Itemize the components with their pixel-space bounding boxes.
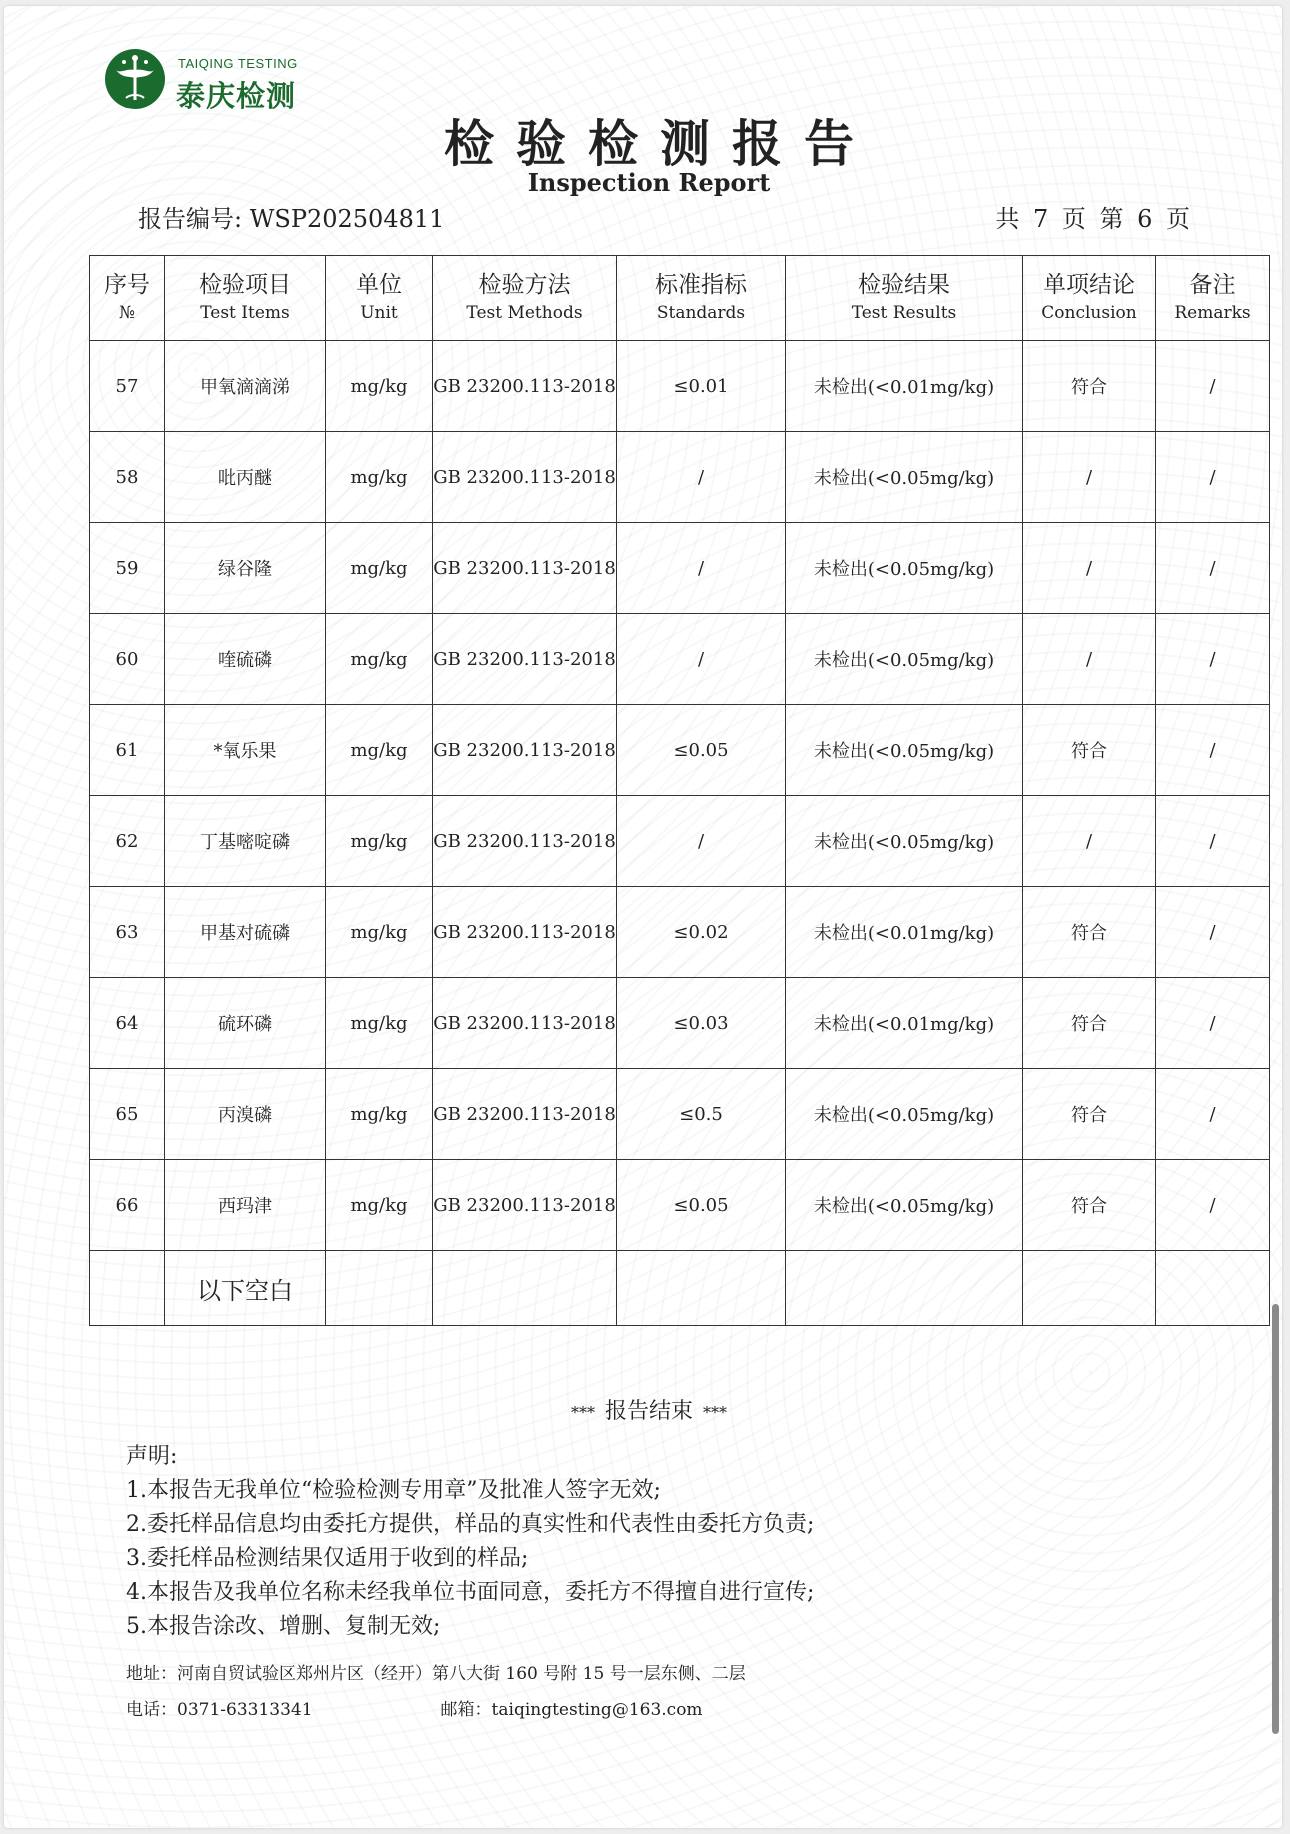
cell-conclusion: 符合 [1023, 978, 1156, 1069]
phone-text: 电话：0371-63313341 [126, 1700, 313, 1720]
table-row [90, 887, 1270, 978]
cell-standard: ≤0.05 [617, 1160, 786, 1251]
end-mark-text: 报告结束 [604, 1399, 693, 1424]
report-title-cn: 检验检测报告 [444, 114, 876, 173]
brand-name-cn: 泰庆检测 [176, 79, 297, 113]
cell-no: 63 [90, 887, 165, 978]
cell-conclusion: / [1023, 796, 1156, 887]
table-header-row [90, 256, 1270, 341]
table-row [90, 1069, 1270, 1160]
blank-row [90, 1251, 1270, 1326]
cell-unit: mg/kg [326, 978, 433, 1069]
blank-cell [617, 1251, 786, 1326]
cell-result: 未检出(<0.05mg/kg) [786, 796, 1023, 887]
cell-method: GB 23200.113-2018 [433, 1069, 617, 1160]
col-header-remarks: 备注 Remarks [1156, 256, 1270, 341]
table-row [90, 796, 1270, 887]
cell-method: GB 23200.113-2018 [433, 796, 617, 887]
statement-item: 1.本报告无我单位“检验检测专用章”及批准人签字无效; [126, 1478, 661, 1503]
cell-method: GB 23200.113-2018 [433, 1160, 617, 1251]
blank-cell [433, 1251, 617, 1326]
cell-item: *氧乐果 [165, 705, 326, 796]
statement-item: 5.本报告涂改、增删、复制无效; [126, 1614, 441, 1639]
table-row [90, 341, 1270, 432]
cell-remarks: / [1156, 341, 1270, 432]
cell-standard: ≤0.05 [617, 705, 786, 796]
col-header-item: 检验项目 Test Items [165, 256, 326, 341]
cell-result: 未检出(<0.01mg/kg) [786, 887, 1023, 978]
cell-unit: mg/kg [326, 796, 433, 887]
report-title-en: Inspection Report [527, 168, 771, 197]
cell-method: GB 23200.113-2018 [433, 705, 617, 796]
cell-item: 甲基对硫磷 [165, 887, 326, 978]
cell-conclusion: 符合 [1023, 1069, 1156, 1160]
cell-result: 未检出(<0.05mg/kg) [786, 432, 1023, 523]
cell-remarks: / [1156, 1160, 1270, 1251]
cell-no: 59 [90, 523, 165, 614]
end-stars-right: *** [703, 1403, 727, 1422]
cell-result: 未检出(<0.05mg/kg) [786, 1160, 1023, 1251]
cell-no: 64 [90, 978, 165, 1069]
cell-unit: mg/kg [326, 1069, 433, 1160]
brand-name-en: TAIQING TESTING [178, 56, 298, 71]
cell-no: 66 [90, 1160, 165, 1251]
cell-method: GB 23200.113-2018 [433, 432, 617, 523]
col-header-standard: 标准指标 Standards [617, 256, 786, 341]
results-table [89, 255, 1270, 1326]
col-header-no: 序号 № [90, 256, 165, 341]
table-row [90, 432, 1270, 523]
end-stars-left: *** [570, 1403, 595, 1422]
col-header-method: 检验方法 Test Methods [433, 256, 617, 341]
cell-conclusion: 符合 [1023, 705, 1156, 796]
cell-result: 未检出(<0.05mg/kg) [786, 705, 1023, 796]
cell-standard: / [617, 432, 786, 523]
email-text: 邮箱：taiqingtesting@163.com [440, 1700, 703, 1720]
table-row [90, 523, 1270, 614]
cell-item: 甲氧滴滴涕 [165, 341, 326, 432]
cell-item: 西玛津 [165, 1160, 326, 1251]
cell-result: 未检出(<0.05mg/kg) [786, 1069, 1023, 1160]
cell-remarks: / [1156, 523, 1270, 614]
cell-remarks: / [1156, 796, 1270, 887]
cell-method: GB 23200.113-2018 [433, 978, 617, 1069]
cell-standard: ≤0.03 [617, 978, 786, 1069]
cell-standard: ≤0.02 [617, 887, 786, 978]
cell-result: 未检出(<0.01mg/kg) [786, 341, 1023, 432]
cell-method: GB 23200.113-2018 [433, 614, 617, 705]
cell-unit: mg/kg [326, 341, 433, 432]
cell-conclusion: 符合 [1023, 341, 1156, 432]
cell-remarks: / [1156, 887, 1270, 978]
cell-no: 60 [90, 614, 165, 705]
statement-item: 2.委托样品信息均由委托方提供，样品的真实性和代表性由委托方负责; [126, 1512, 815, 1537]
cell-standard: / [617, 523, 786, 614]
cell-result: 未检出(<0.05mg/kg) [786, 523, 1023, 614]
cell-item: 硫环磷 [165, 978, 326, 1069]
cell-item: 丁基嘧啶磷 [165, 796, 326, 887]
cell-no: 58 [90, 432, 165, 523]
report-page [4, 6, 1282, 1828]
cell-no: 62 [90, 796, 165, 887]
col-header-result: 检验结果 Test Results [786, 256, 1023, 341]
cell-method: GB 23200.113-2018 [433, 887, 617, 978]
cell-result: 未检出(<0.05mg/kg) [786, 614, 1023, 705]
cell-standard: / [617, 614, 786, 705]
cell-unit: mg/kg [326, 1160, 433, 1251]
cell-item: 吡丙醚 [165, 432, 326, 523]
cell-conclusion: / [1023, 432, 1156, 523]
blank-cell [326, 1251, 433, 1326]
statement-item: 4.本报告及我单位名称未经我单位书面同意，委托方不得擅自进行宣传; [126, 1580, 815, 1605]
cell-unit: mg/kg [326, 705, 433, 796]
blank-row-text: 以下空白 [197, 1276, 293, 1305]
table-row [90, 1160, 1270, 1251]
cell-remarks: / [1156, 978, 1270, 1069]
cell-conclusion: / [1023, 523, 1156, 614]
statement-block [126, 1440, 814, 1644]
cell-no: 57 [90, 341, 165, 432]
statement-item: 3.委托样品检测结果仅适用于收到的样品; [126, 1546, 529, 1571]
contact-line [126, 1692, 746, 1728]
blank-cell [1023, 1251, 1156, 1326]
cell-unit: mg/kg [326, 887, 433, 978]
vertical-scrollbar[interactable] [1272, 1304, 1279, 1734]
cell-remarks: / [1156, 1069, 1270, 1160]
blank-row-label [165, 1251, 326, 1326]
cell-item: 绿谷隆 [165, 523, 326, 614]
table-row [90, 978, 1270, 1069]
report-end-mark [4, 1394, 1290, 1425]
cell-unit: mg/kg [326, 432, 433, 523]
cell-method: GB 23200.113-2018 [433, 341, 617, 432]
cell-conclusion: 符合 [1023, 887, 1156, 978]
address-line: 地址：河南自贸试验区郑州片区（经开）第八大街 160 号附 15 号一层东侧、二层 [126, 1664, 746, 1684]
cell-standard: ≤0.5 [617, 1069, 786, 1160]
cell-no: 61 [90, 705, 165, 796]
cell-remarks: / [1156, 432, 1270, 523]
cell-item: 丙溴磷 [165, 1069, 326, 1160]
cell-no: 65 [90, 1069, 165, 1160]
cell-unit: mg/kg [326, 523, 433, 614]
table-row [90, 614, 1270, 705]
blank-cell [786, 1251, 1023, 1326]
leaf-emblem-icon [104, 48, 166, 110]
contact-block [126, 1656, 746, 1728]
col-header-conclusion: 单项结论 Conclusion [1023, 256, 1156, 341]
cell-conclusion: 符合 [1023, 1160, 1156, 1251]
col-header-unit: 单位 Unit [326, 256, 433, 341]
statement-heading: 声明: [126, 1444, 178, 1469]
blank-cell [1156, 1251, 1270, 1326]
cell-standard: / [617, 796, 786, 887]
cell-method: GB 23200.113-2018 [433, 523, 617, 614]
cell-standard: ≤0.01 [617, 341, 786, 432]
cell-result: 未检出(<0.01mg/kg) [786, 978, 1023, 1069]
cell-conclusion: / [1023, 614, 1156, 705]
blank-cell [90, 1251, 165, 1326]
cell-unit: mg/kg [326, 614, 433, 705]
cell-remarks: / [1156, 705, 1270, 796]
cell-item: 喹硫磷 [165, 614, 326, 705]
table-row [90, 705, 1270, 796]
cell-remarks: / [1156, 614, 1270, 705]
page-indicator: 共 7 页 第 6 页 [995, 205, 1190, 233]
report-number: 报告编号: WSP202504811 [138, 205, 445, 233]
